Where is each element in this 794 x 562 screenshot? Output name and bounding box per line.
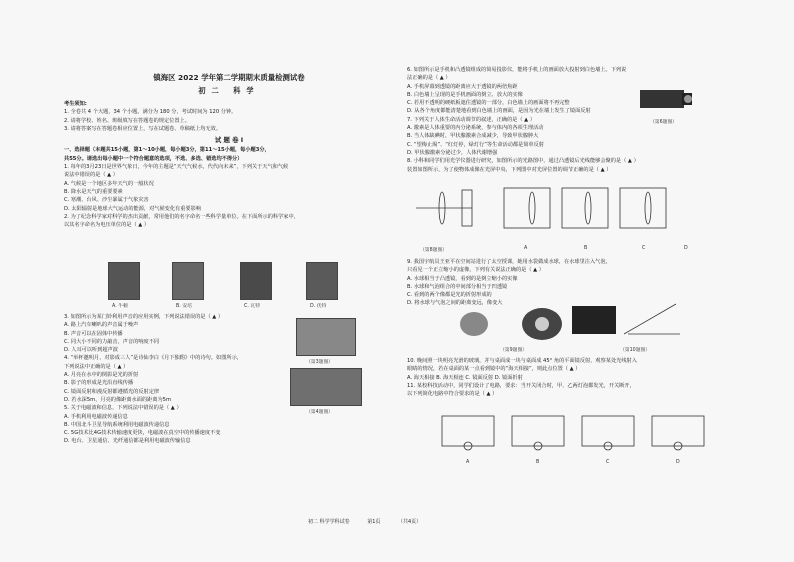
question-line: 11. 某校科技活动中，同学们设计了电路，要求：当开关闭合时，甲、乙两灯泡都发光，开关断开， [407, 382, 635, 389]
footer-right: （共4页） [397, 519, 422, 525]
question-line: B. 中国北斗卫星导航系统利用电磁波传递信息 [64, 421, 170, 428]
exam-subtitle: 初二 科学 [198, 86, 260, 95]
figure-6-projector [636, 80, 698, 116]
question-line: A. 手机屏幕到透镜的距离应大于透镜的两倍焦距 [407, 83, 518, 90]
option-a: A [524, 246, 528, 251]
question-line: A. 手机利用电磁波传递信息 [64, 413, 128, 420]
question-line: A. 水球相当于凸透镜，看到的是倒立缩小的实像 [407, 275, 518, 282]
portrait-label: D. 伏特 [310, 304, 327, 309]
figure-9-caption: （第9题图） [500, 348, 528, 353]
question-line: 8. 小科和同学们用光学仪器进行研究，如图所示的光路图中，通过凸透镜后光线能够会聚的是（ ▲ ） [407, 158, 639, 165]
figure-4-caption: （第4题图） [306, 410, 334, 415]
question-line: A. 激素是人体重要的内分泌系统，参与体内的各项生理活动 [407, 125, 544, 132]
question-line: A. 气候是一个地区多年天气的一般状况 [64, 180, 154, 187]
left-column [64, 100, 394, 229]
figure-8-optics [412, 178, 702, 244]
question-line: 法正确的是（ ▲ ） [407, 75, 451, 82]
notice-line: 3. 请将答案写在答题卷相应位置上，写在试题卷、草稿纸上均无效。 [64, 125, 222, 132]
question-line: 9. 我国宇航员王亚平在空间站进行了太空授课，她用水袋做成水球，在水球里注入气泡， [407, 259, 611, 265]
question-line: B. 影子的形成是光沿直线传播 [64, 380, 134, 387]
figure-10-caption: （第10题图） [620, 348, 651, 353]
question-line: C. 同大小不同的力敲击，声音的响度不同 [64, 338, 160, 345]
question-line: 7. 下列关于人体生命活动调节的叙述，正确的是（ ▲ ） [407, 116, 536, 123]
right-column-3 [407, 357, 739, 398]
figure-8-caption: （第8题图） [420, 248, 448, 253]
question-line: B. 降水是天气的重要要素 [64, 188, 123, 195]
circuit-label: A [466, 460, 470, 465]
exam-title: 镇海区 2022 学年第二学期期末质量检测试卷 [153, 73, 305, 82]
question-line: B. 当人体缺碘时，甲状腺激素合成减少，导致甲状腺肿大 [407, 133, 539, 140]
question-line: 以其名字命名为电压单位的是（ ▲ ） [64, 222, 150, 229]
question-line: 眼睛的情况，若在桌面的某一点看到镜中的“海天相接”，则此点位置（ ▲ ） [407, 366, 581, 373]
question-line: D. 人耳可以听到超声波 [64, 347, 118, 354]
question-line: C. 寒潮、台风、沙尘暴属于气象灾害 [64, 197, 149, 204]
question-line: D. 电台、卫星通信、光纤通信都是利用电磁波传输信息 [64, 438, 191, 445]
question-line: D. 甲状腺激素分泌过少，人体代谢增强 [407, 149, 498, 156]
option-b: B [584, 246, 588, 251]
question-line: C. 若用不透明的硬纸板遮住透镜的一部分，白色墙上的画面将不再完整 [407, 100, 570, 107]
question-line: 4. “举杯邀明月，对影成三人”是诗仙李白《月下独酌》中的诗句。如图所示， [64, 355, 242, 362]
question-line: 1. 每年的3月23日是世界气象日，今年的主题是“天气气候水，代代向未来”，下列关于天气和气候 [64, 164, 289, 171]
question-line: D. 从各个角度都能清楚地看到白色墙上的画面，是因为光在墙上发生了镜面反射 [407, 108, 591, 115]
question-line: A. 月亮在水中的倒影是光的折射 [64, 372, 139, 379]
notice-line: 1. 全卷共 4 个大题，34 个小题。满分为 180 分，考试时间为 120 分钟。 [64, 109, 237, 116]
circuit-label: B [536, 460, 540, 465]
part1-heading: 一、选择题（本题共15小题，第1～10小题，每小题3分，第11～15小题，每小题3分， [64, 147, 270, 154]
question-line: B. 水球和气泡组合的中间部分相当于凹透镜 [407, 283, 508, 290]
option-d: D [684, 246, 688, 251]
question-line: B. 声音可以在固体中传播 [64, 330, 123, 337]
question-line: 10. 晚间照一块明亮光滑的玻璃，并与桌面成一块与桌面成 45° 角的平面镜反射，观察某处光线射入 [407, 358, 637, 364]
question-line: 只看见一个正立缩小的虚像，下列有关说法正确的是（ ▲ ） [407, 267, 544, 274]
question-line: C. “望梅止渴”、“红灯停，绿灯行”等生命活动都是简单反射 [407, 141, 544, 148]
footer-mid: 第1页 [367, 519, 381, 525]
circuit-diagrams [432, 406, 722, 462]
portrait-label: A. 牛顿 [112, 304, 128, 309]
question-line: B. 白色墙上呈现的是手机画面的倒立、放大的实像 [407, 91, 523, 98]
question-line: 以下列简化电路中符合要求的是（ ▲ ） [407, 391, 498, 398]
portrait-volta [306, 262, 338, 300]
circuit-label: D [676, 460, 680, 465]
question-line: C. 镜面反射和漫反射都遵循光的反射定律 [64, 388, 160, 395]
question-line: 2. 为了纪念科学家对科学的杰出贡献，常用他们的名字命名一些科学量单位。在下面所示的科学家中， [64, 213, 299, 220]
question-line: C. 5G技术比4G技术传输速度更快，电磁波在真空中的传播速度不变 [64, 430, 221, 437]
portrait-ampere [172, 262, 204, 300]
portrait-newton [108, 262, 140, 300]
question-line: D. 将水球与气泡之间的距离变远，像变大 [407, 300, 503, 307]
figure-3-caption: （第3题图） [306, 360, 334, 365]
portrait-label: B. 安培 [176, 304, 192, 309]
question-line: 装置如图所示，为了使物体成像在光屏中央，下列图中对光屏位置的调节正确的是（ ▲ ） [407, 166, 612, 173]
section-title: 试 题 卷 Ⅰ [214, 136, 244, 145]
figure-10-image [568, 300, 688, 344]
circuit-label: C [606, 460, 610, 465]
notice-heading: 考生须知: [64, 101, 87, 107]
figure-3-image [296, 318, 356, 356]
question-line: C. 看到的两个像都是光的折射形成的 [407, 292, 492, 299]
portrait-label: C. 瓦特 [244, 304, 260, 309]
notice-line: 2. 请将学校、姓名、班级填写在答题卷的规定位置上。 [64, 117, 190, 124]
question-line: 5. 关于电磁波和信息，下列说法中错误的是（ ▲ ） [64, 405, 182, 412]
footer-left: 初二 科学学科试卷 [308, 519, 350, 525]
question-line: D. 太阳辐射是地球大气运动的能源，对气候变化有重要影响 [64, 205, 201, 212]
question-line: 3. 如图所示为某门铃利用声音的应用实例，下列说法错误的是（ ▲ ） [64, 314, 224, 320]
question-line: D. 若水深5m，月亮的像距离水面的距离为5m [64, 396, 172, 403]
figure-6-caption: （第6题图） [650, 120, 678, 125]
question-line: 下列说法中正确的是（ ▲ ） [64, 363, 129, 370]
option-c: C [642, 246, 646, 251]
figure-4-image [290, 368, 362, 406]
question-line: 说法中错误的是（ ▲ ） [64, 172, 118, 179]
part1-heading-2: 共55分。请选出每小题中一个符合题意的选项，不选、多选、错选均不得分） [64, 155, 243, 162]
figure-9-image [452, 306, 572, 342]
page-footer [308, 518, 437, 525]
question-line: A. 路上汽车喇叭的声音属于噪声 [64, 322, 139, 329]
portrait-watt [240, 262, 272, 300]
question-line: A. 海天相接 B. 海天相连 C. 镜面反射 D. 镜面折射 [407, 374, 523, 381]
question-line: 6. 如图所示是手机和凸透镜组成的简易投影仪，能将手机上的画面放大投射到白色墙上。下列说 [407, 67, 627, 73]
